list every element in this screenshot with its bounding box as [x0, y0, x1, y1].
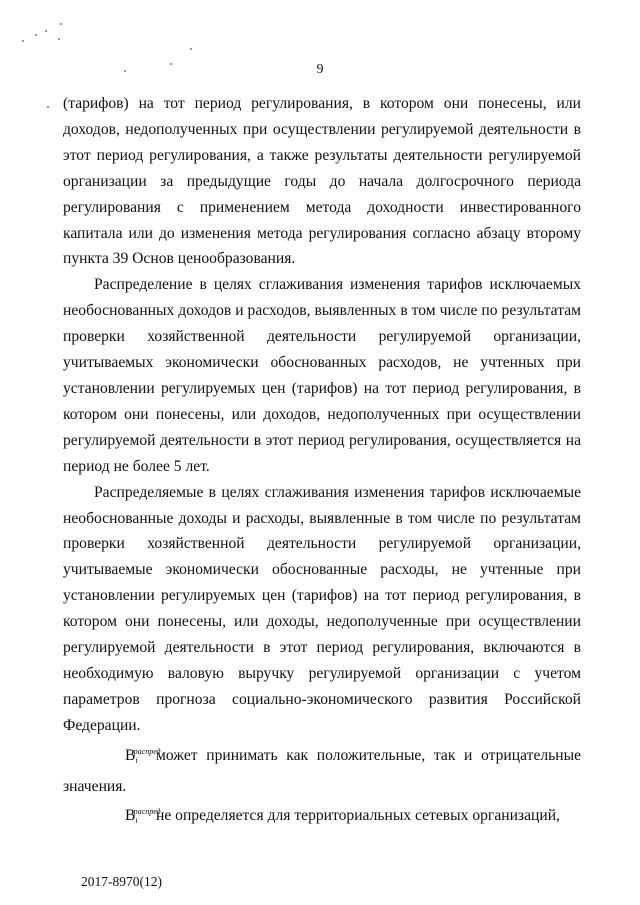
paragraph-distribution: Распределение в целях сглаживания изменения тарифов исключаемых необоснованных доходов и расходов, выявленных в том числе по результатам проверки хозяйственной деятельности регулируемой организации, учитываемых экономически обоснованных расходов, не учтенных при установлении регулируемых цен (тарифов) на тот период регулирования, в котором они понесены, или доходов, недополученных при осуществлении регулируемой деятельности в этот период регулирования, осуществляется на период не более 5 лет. [63, 276, 581, 475]
paragraph-formula-tso [63, 799, 581, 834]
paragraph-continuation: (тарифов) на тот период регулирования, в котором они понесены, или доходов, недополученных при осуществлении регулируемой деятельности в этот период регулирования, а также результаты деятельности регулируемой организации за предыдущие годы до начала долгосрочного периода регулирования с применением метода доходности инвестированного капитала или до изменения метода регулирования согласно абзацу второму пункта 39 Основ ценообразования. [63, 95, 581, 268]
page-number: 9 [316, 62, 324, 77]
paragraph-distributed-items: Распределяемые в целях сглаживания изменения тарифов исключаемые необоснованные доходы и расходы, выявленные в том числе по результатам проверки хозяйственной деятельности регулируемой организации, учитываемые экономически обоснованные расходы, не учтенные при установлении регулируемых цен (тарифов) на тот период регулирования, в котором они понесены, или доходы, недополученные при осуществлении регулируемой деятельности в этот период регулирования, включаются в необходимую валовую выручку регулируемой организации с учетом параметров прогноза социально-экономического развития Российской Федерации. [63, 483, 581, 734]
formula-symbol: $B_i^{распред}$ [125, 807, 161, 826]
document-body [63, 91, 581, 834]
paragraph-formula-sign [63, 739, 581, 800]
formula-sign-text: может принимать как положительные, так и отрицательные значения. [63, 746, 581, 795]
document-code: 2017-8970(12) [81, 874, 162, 889]
formula-tso-text: не определяется для территориальных сетевых организаций, [156, 807, 560, 825]
formula-symbol: $B_i^{распред}$ [125, 746, 161, 765]
